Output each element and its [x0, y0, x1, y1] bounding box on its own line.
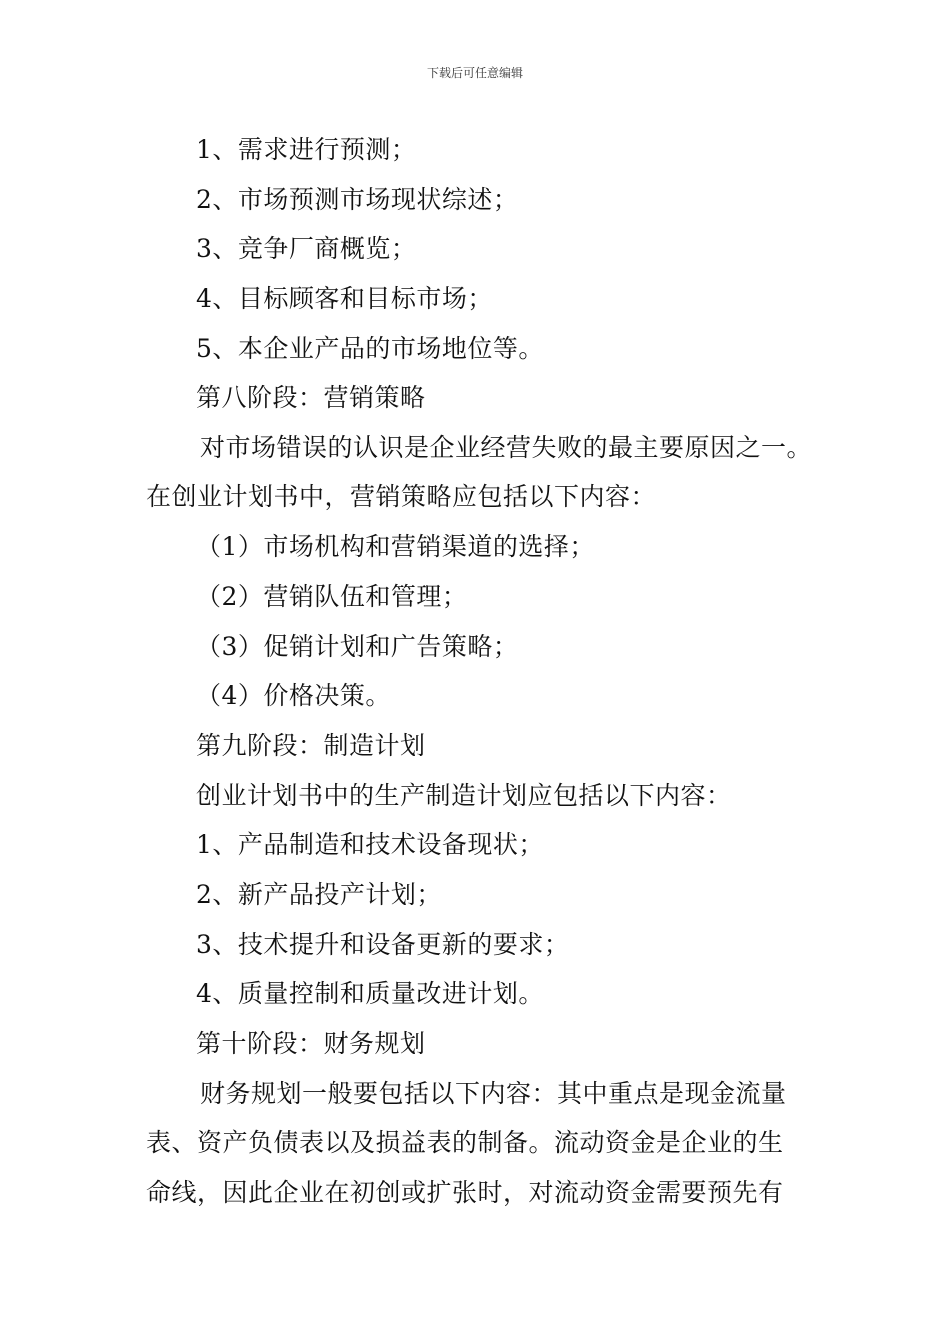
list-item: 2、市场预测市场现状综述； [196, 185, 519, 214]
list-item: 3、技术提升和设备更新的要求； [196, 930, 570, 959]
page-header: 下载后可任意编辑 [426, 66, 523, 80]
paragraph-line: 创业计划书中的生产制造计划应包括以下内容： [196, 781, 732, 810]
list-item: 1、需求进行预测； [196, 135, 417, 164]
section-heading: 第九阶段：制造计划 [196, 731, 426, 760]
list-item: 1、产品制造和技术设备现状； [196, 830, 544, 859]
section-heading: 第十阶段：财务规划 [196, 1029, 426, 1058]
paragraph-line: 财务规划一般要包括以下内容：其中重点是现金流量 [200, 1079, 787, 1108]
list-item: （4）价格决策。 [196, 681, 391, 710]
paragraph-line: 命线，因此企业在初创或扩张时，对流动资金需要预先有 [146, 1178, 784, 1207]
list-item: （1）市场机构和营销渠道的选择； [196, 532, 595, 561]
list-item: （3）促销计划和广告策略； [196, 632, 519, 661]
list-item: 4、质量控制和质量改进计划。 [196, 979, 544, 1008]
paragraph-line: 对市场错误的认识是企业经营失败的最主要原因之一。 [200, 433, 813, 462]
paragraph-line: 表、资产负债表以及损益表的制备。流动资金是企业的生 [146, 1128, 784, 1157]
list-item: 4、目标顾客和目标市场； [196, 284, 493, 313]
list-item: 3、竞争厂商概览； [196, 234, 417, 263]
paragraph-line: 在创业计划书中，营销策略应包括以下内容： [146, 482, 657, 511]
list-item: 5、本企业产品的市场地位等。 [196, 334, 544, 363]
section-heading: 第八阶段：营销策略 [196, 383, 426, 412]
list-item: （2）营销队伍和管理； [196, 582, 468, 611]
list-item: 2、新产品投产计划； [196, 880, 442, 909]
